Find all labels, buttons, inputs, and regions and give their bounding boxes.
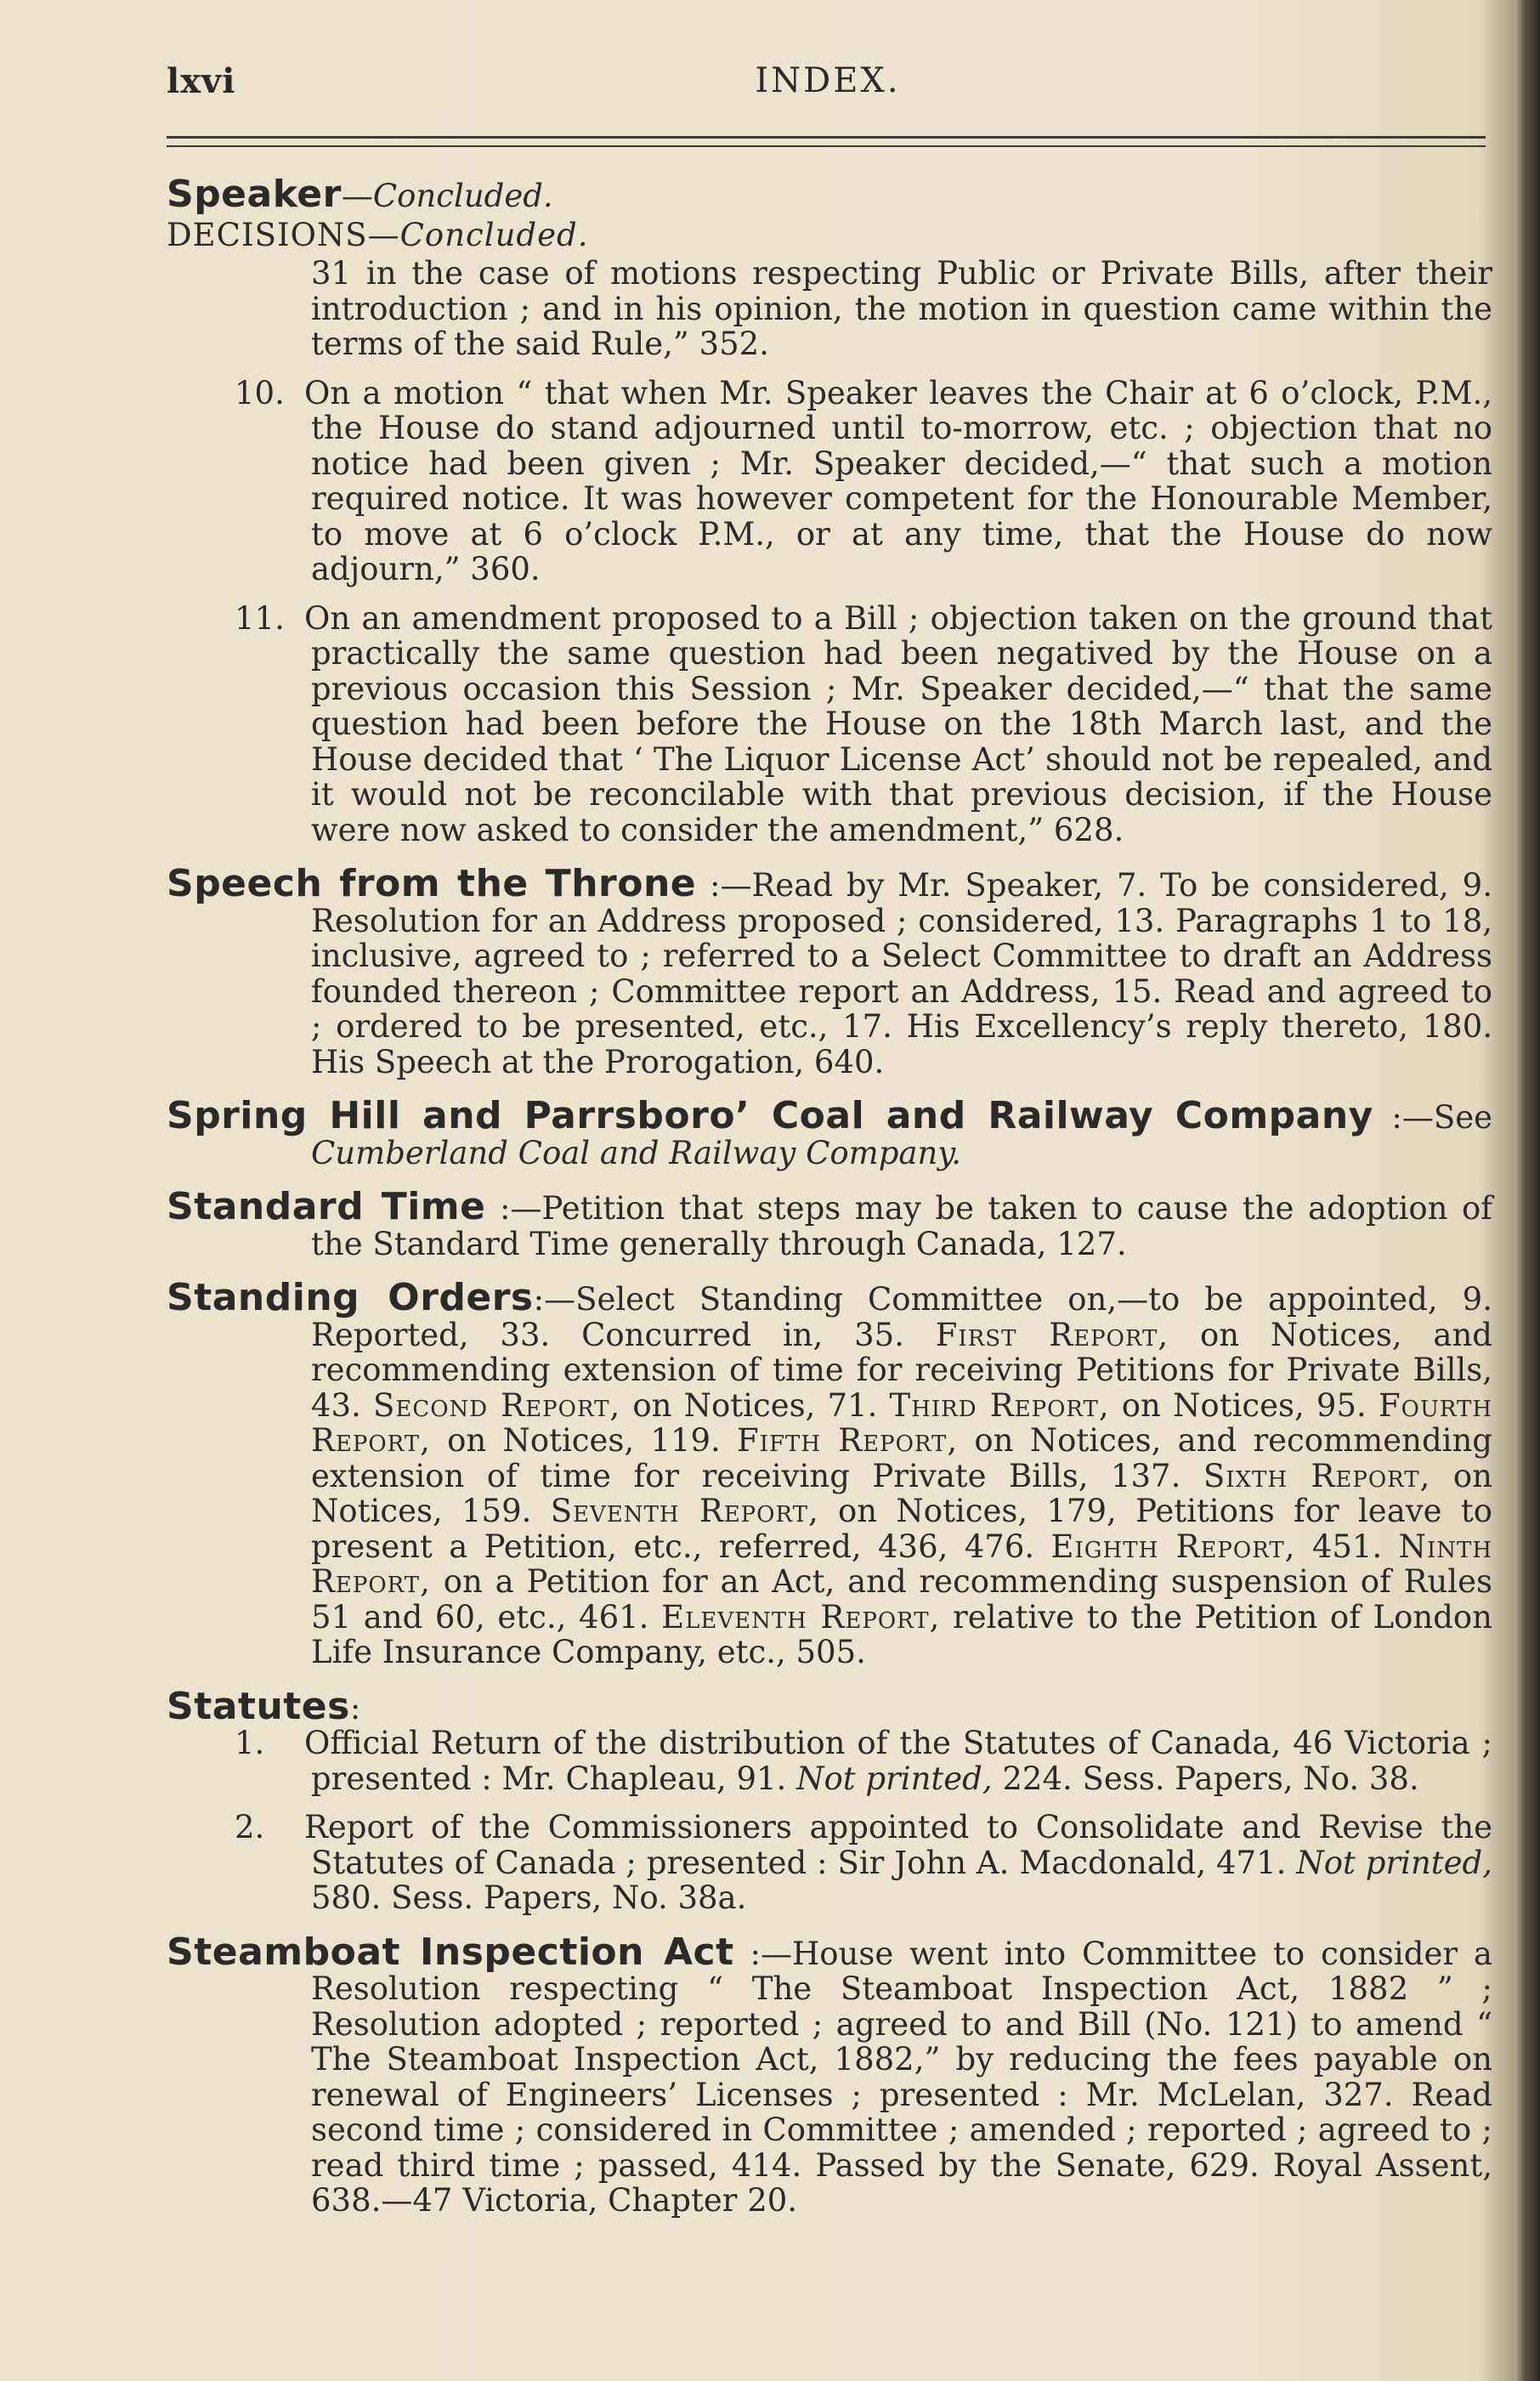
entry-heading: Speaker [167, 173, 342, 216]
entry-text: :—See [1391, 1099, 1492, 1136]
report-label: Second Report, [373, 1386, 621, 1424]
item-text: Report of the Commissioners appointed to Consolidate and Revise the Statutes of Canada ; presented : Sir John A. Macdonald, 471. [304, 1809, 1492, 1881]
entry-text: on Notices, and recommending extension of time for receiving Private Bills, 137. [311, 1422, 1492, 1494]
item-text: On a motion “ that when Mr. Speaker leaves the Chair at 6 o’clock, P.M., the House do stand adjourned until to-morrow, etc. ; objection that no notice had been given ; Mr. Speaker decided,—“ that such a motion required notice. It was however competent for the Honourable Member, to move at 6 o’clock P.M., or at any time, that the House do now adjourn,” 360. [304, 374, 1492, 587]
item-text: 580. Sess. Papers, No. 38a. [311, 1879, 747, 1916]
entry-spring-hill [167, 1094, 1492, 1171]
entry-text: :—Select Standing Committee on,—to be appointed, 9. Reported, 33. Concurred in, 35. [311, 1281, 1492, 1353]
entry-heading: Steamboat Inspection Act [167, 1930, 734, 1974]
entry-text: 451. [1311, 1528, 1383, 1565]
not-printed-note: Not printed, [796, 1760, 993, 1797]
entry-text: on Notices, 119. [447, 1422, 721, 1459]
entry-text: on Notices, and recommending extension of time for receiving Petitions for Private Bills, 43. [311, 1316, 1492, 1424]
entry-text: on Notices, 95. [1121, 1386, 1367, 1424]
not-printed-note: Not printed, [1296, 1844, 1492, 1881]
see-reference: Cumberland Coal and Railway Company. [311, 1134, 962, 1171]
entry-steamboat-inspection-act [167, 1930, 1492, 2219]
entry-heading: Standing Orders [167, 1276, 534, 1319]
statutes-item-1 [167, 1726, 1492, 1796]
header-rule-thin [167, 145, 1486, 147]
item-number: 10. [235, 374, 285, 411]
report-label: Sixth Report, [1203, 1457, 1431, 1494]
decision-item-11 [167, 601, 1492, 848]
report-label: Seventh Report, [550, 1493, 819, 1529]
entry-text: on Notices, 159. [311, 1457, 1493, 1529]
entry-text: on Notices, 179, Petitions for leave to present a Petition, etc., referred, 436, 476. [311, 1493, 1492, 1565]
sub-concluded-note: —Concluded. [367, 216, 589, 253]
entry-text: :—House went into Committee to consider a Resolution respecting “ The Steamboat Inspection Act, 1882 ” ; Resolution adopted ; reported ; agreed to and Bill (No. 121) to amend “ The Steamboat Inspection Act, 1882,” by reducing the fees payable on renewal of Engineers’ Licenses ; presented : Mr. McLelan, 327. Read second time ; considered in Committee ; amended ; reported ; agreed to ; read third time ; passed, 414. Passed by the Senate, 629. Royal Assent, 638.—47 Victoria, Chapter 20. [311, 1935, 1492, 2219]
heading-colon: : [349, 1689, 361, 1726]
entry-text: :—Petition that steps may be taken to cause the adoption of the Standard Time generally through Canada, 127. [311, 1190, 1492, 1262]
entry-heading: Spring Hill and Parrsboro’ Coal and Railway Company [167, 1094, 1373, 1137]
report-label: Eleventh Report, [661, 1598, 941, 1636]
item-number: 2. [235, 1809, 265, 1845]
decision-item-10 [167, 376, 1492, 587]
entry-text: :—Read by Mr. Speaker, 7. To be considered, 9. Resolution for an Address proposed ; considered, 13. Paragraphs 1 to 18, inclusive, agreed to ; referred to a Select Committee to draft an Address founded thereon ; Committee report an Address, 15. Read and agreed to ; ordered to be presented, etc., 17. His Excellency’s reply thereto, 180. His Speech at the Prorogation, 640. [311, 867, 1492, 1080]
entry-speaker [167, 173, 1492, 848]
report-label: Eighth Report, [1050, 1528, 1296, 1565]
entry-heading-line [167, 1684, 1492, 1728]
sub-heading-line [167, 218, 1492, 253]
report-label: Ninth Report, [311, 1528, 1492, 1600]
sub-heading: DECISIONS [167, 216, 368, 253]
running-head [167, 61, 1489, 112]
item-text: Official Return of the distribution of the Statutes of Canada, 46 Victoria ; presented : Mr. Chapleau, 91. [304, 1725, 1492, 1797]
item-text: On an amendment proposed to a Bill ; objection taken on the ground that practically the same question had been negatived by the House on a previous occasion this Session ; Mr. Speaker decided,—“ that the same question had been before the House on the 18th March last, and the House decided that ‘ The Liquor License Act’ should not be repealed, and it would not be reconcilable with that previous decision, if the House were now asked to consider the amendment,” 628. [304, 599, 1492, 848]
entry-statutes [167, 1684, 1492, 1916]
page-title: INDEX. [755, 61, 901, 100]
statutes-item-2 [167, 1810, 1492, 1916]
entry-text: relative to the Petition of London Life Insurance Company, etc., 505. [311, 1598, 1492, 1670]
entry-heading: Speech from the Throne [167, 862, 697, 905]
item-number: 11. [235, 599, 285, 637]
entry-speech-from-the-throne [167, 862, 1492, 1080]
entry-heading: Statutes [167, 1684, 350, 1728]
decision-continuation: 31 in the case of motions respecting Public or Private Bills, after their introduction ; and in his opinion, the motion in question came within the terms of the said Rule,” 352. [311, 255, 1492, 362]
entry-standard-time [167, 1185, 1492, 1262]
page-folio: lxvi [167, 61, 236, 101]
report-label: Fourth Report, [311, 1386, 1492, 1459]
item-number: 1. [235, 1725, 265, 1761]
entry-standing-orders [167, 1276, 1493, 1670]
report-label: Fifth Report, [737, 1422, 959, 1459]
entry-heading: Standard Time [167, 1185, 486, 1228]
concluded-note: —Concluded. [341, 178, 553, 214]
entry-text: on a Petition for an Act, and recommending suspension of Rules 51 and 60, etc., 461. [311, 1563, 1492, 1636]
header-rule-thick [167, 136, 1486, 139]
book-gutter [1515, 0, 1540, 2381]
item-text: 224. Sess. Papers, No. 38. [1002, 1760, 1419, 1797]
report-label: First Report, [935, 1316, 1169, 1353]
report-label: Third Report, [889, 1386, 1110, 1424]
entry-text: on Notices, 71. [632, 1386, 878, 1424]
entry-heading-line [167, 173, 1492, 216]
index-content [167, 173, 1493, 2237]
